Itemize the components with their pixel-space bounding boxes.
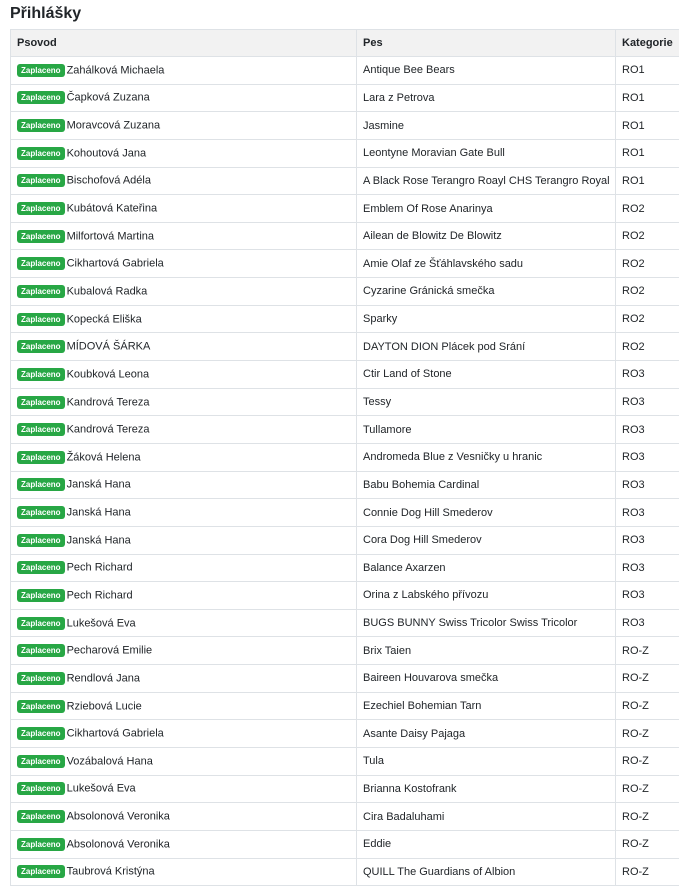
owner-name: Kubátová Kateřina [66,202,158,215]
category-cell: RO-Z [616,637,679,665]
owner-name: Kandrová Tereza [66,423,150,436]
dog-cell: QUILL The Guardians of Albion [357,858,616,886]
category-cell: RO2 [616,195,679,223]
dog-cell: Babu Bohemia Cardinal [357,471,616,499]
owner-name: Kohoutová Jana [66,147,147,160]
dog-cell: Amie Olaf ze Šťáhlavského sadu [357,250,616,278]
category-cell: RO-Z [616,720,679,748]
table-row [11,195,679,223]
owner-cell [11,830,357,858]
owner-name: Absolonová Veronika [66,838,170,851]
owner-name: Cikhartová Gabriela [66,257,164,270]
owner-cell [11,637,357,665]
status-badge: Zaplaceno [17,838,65,851]
owner-name: Pech Richard [66,561,133,574]
status-badge: Zaplaceno [17,64,65,77]
status-badge: Zaplaceno [17,782,65,795]
owner-cell [11,112,357,140]
table-row [11,609,679,637]
status-badge: Zaplaceno [17,534,65,547]
table-row [11,250,679,278]
category-cell: RO1 [616,57,679,85]
table-row [11,443,679,471]
dog-cell: Asante Daisy Pajaga [357,720,616,748]
owner-name: Lukešová Eva [66,782,136,795]
dog-cell: Connie Dog Hill Smederov [357,499,616,527]
dog-cell: Ctir Land of Stone [357,361,616,389]
category-cell: RO3 [616,388,679,416]
table-row [11,416,679,444]
owner-name: Janská Hana [66,534,131,547]
dog-cell: Cora Dog Hill Smederov [357,526,616,554]
owner-name: Kandrová Tereza [66,396,150,408]
category-cell: RO-Z [616,692,679,720]
status-badge: Zaplaceno [17,506,65,519]
dog-cell: Tessy [357,388,616,416]
dog-cell: Balance Axarzen [357,554,616,582]
table-row [11,278,679,306]
category-cell: RO2 [616,305,679,333]
column-header-dog[interactable]: Pes [357,30,616,57]
owner-name: Rendlová Jana [66,672,140,685]
status-badge: Zaplaceno [17,617,65,630]
category-cell: RO1 [616,112,679,140]
status-badge: Zaplaceno [17,119,65,132]
table-row [11,471,679,499]
owner-cell [11,250,357,278]
owner-name: Lukešová Eva [66,617,136,630]
owner-cell [11,278,357,306]
table-row [11,692,679,720]
category-cell: RO3 [616,526,679,554]
category-cell: RO3 [616,416,679,444]
status-badge: Zaplaceno [17,644,65,657]
category-cell: RO-Z [616,665,679,693]
status-badge: Zaplaceno [17,865,65,878]
owner-cell [11,665,357,693]
page-title: Přihlášky [10,5,82,22]
status-badge: Zaplaceno [17,755,65,768]
registrations-table [10,29,679,886]
category-cell: RO3 [616,361,679,389]
owner-name: MÍDOVÁ ŠÁRKA [66,340,151,353]
owner-name: Cikhartová Gabriela [66,727,164,740]
status-badge: Zaplaceno [17,561,65,574]
owner-name: Milfortová Martina [66,230,154,243]
dog-cell: Baireen Houvarova smečka [357,665,616,693]
column-header-owner[interactable]: Psovod [11,30,357,57]
category-cell: RO2 [616,222,679,250]
status-badge: Zaplaceno [17,672,65,685]
owner-cell [11,582,357,610]
dog-cell: Sparky [357,305,616,333]
status-badge: Zaplaceno [17,285,65,298]
category-cell: RO3 [616,499,679,527]
owner-name: Vozábalová Hana [66,755,153,768]
status-badge: Zaplaceno [17,368,65,381]
status-badge: Zaplaceno [17,340,65,353]
status-badge: Zaplaceno [17,396,65,409]
owner-cell [11,333,357,361]
dog-cell: Jasmine [357,112,616,140]
owner-cell [11,84,357,112]
category-cell: RO-Z [616,775,679,803]
dog-cell: BUGS BUNNY Swiss Tricolor Swiss Tricolor [357,609,616,637]
dog-cell: Andromeda Blue z Vesničky u hranic [357,443,616,471]
owner-name: Janská Hana [66,506,131,519]
column-header-category[interactable]: Kategorie [616,30,679,57]
owner-cell [11,361,357,389]
owner-cell [11,305,357,333]
table-row [11,665,679,693]
category-cell: RO1 [616,167,679,195]
owner-name: Kubalová Radka [66,285,148,298]
table-row [11,139,679,167]
owner-cell [11,720,357,748]
dog-cell: Brix Taien [357,637,616,665]
owner-name: Taubrová Kristýna [66,865,155,878]
table-row [11,305,679,333]
status-badge: Zaplaceno [17,451,65,464]
owner-name: Moravcová Zuzana [66,119,161,132]
status-badge: Zaplaceno [17,202,65,215]
category-cell: RO3 [616,471,679,499]
dog-cell: Cira Badaluhami [357,803,616,831]
owner-name: Zahálková Michaela [66,64,165,77]
table-row [11,112,679,140]
status-badge: Zaplaceno [17,423,65,436]
status-badge: Zaplaceno [17,313,65,326]
owner-cell [11,167,357,195]
owner-cell [11,139,357,167]
owner-cell [11,775,357,803]
owner-cell [11,57,357,85]
table-row [11,720,679,748]
owner-cell [11,803,357,831]
table-row [11,222,679,250]
status-badge: Zaplaceno [17,700,65,713]
owner-cell [11,748,357,776]
dog-cell: Eddie [357,830,616,858]
status-badge: Zaplaceno [17,91,65,104]
dog-cell: Brianna Kostofrank [357,775,616,803]
table-row [11,858,679,886]
status-badge: Zaplaceno [17,257,65,270]
table-row [11,84,679,112]
category-cell: RO-Z [616,748,679,776]
status-badge: Zaplaceno [17,727,65,740]
table-row [11,526,679,554]
category-cell: RO2 [616,278,679,306]
category-cell: RO3 [616,582,679,610]
owner-cell [11,443,357,471]
dog-cell: Leontyne Moravian Gate Bull [357,139,616,167]
owner-name: Pecharová Emilie [66,644,153,657]
status-badge: Zaplaceno [17,147,65,160]
category-cell: RO3 [616,443,679,471]
status-badge: Zaplaceno [17,174,65,187]
category-cell: RO2 [616,333,679,361]
owner-cell [11,195,357,223]
owner-name: Janská Hana [66,478,131,491]
owner-cell [11,858,357,886]
status-badge: Zaplaceno [17,810,65,823]
owner-name: Rziebová Lucie [66,700,142,713]
owner-cell [11,222,357,250]
owner-cell [11,609,357,637]
category-cell: RO1 [616,84,679,112]
owner-cell [11,388,357,416]
table-row [11,57,679,85]
category-cell: RO3 [616,609,679,637]
owner-name: Koubková Leona [66,368,150,381]
dog-cell: Emblem Of Rose Anarinya [357,195,616,223]
table-row [11,830,679,858]
table-row [11,803,679,831]
owner-name: Kopecká Eliška [66,313,142,326]
category-cell: RO-Z [616,830,679,858]
owner-cell [11,692,357,720]
dog-cell: Ezechiel Bohemian Tarn [357,692,616,720]
owner-cell [11,471,357,499]
category-cell: RO-Z [616,858,679,886]
dog-cell: Antique Bee Bears [357,57,616,85]
owner-name: Čapková Zuzana [66,91,150,104]
owner-cell [11,499,357,527]
table-row [11,582,679,610]
owner-cell [11,526,357,554]
dog-cell: Tula [357,748,616,776]
dog-cell: Cyzarine Gránická smečka [357,278,616,306]
table-row [11,554,679,582]
table-header-row [11,30,679,57]
table-row [11,775,679,803]
status-badge: Zaplaceno [17,478,65,491]
table-row [11,748,679,776]
table-row [11,499,679,527]
table-row [11,637,679,665]
owner-name: Bischofová Adéla [66,174,151,187]
dog-cell: Tullamore [357,416,616,444]
category-cell: RO1 [616,139,679,167]
owner-cell [11,416,357,444]
owner-cell [11,554,357,582]
table-row [11,333,679,361]
status-badge: Zaplaceno [17,230,65,243]
owner-name: Absolonová Veronika [66,810,170,823]
dog-cell: Orina z Labského přívozu [357,582,616,610]
table-body [11,57,679,886]
owner-name: Pech Richard [66,589,133,602]
category-cell: RO2 [616,250,679,278]
dog-cell: Ailean de Blowitz De Blowitz [357,222,616,250]
owner-name: Žáková Helena [66,451,141,464]
table-row [11,388,679,416]
dog-cell: Lara z Petrova [357,84,616,112]
table-row [11,167,679,195]
dog-cell: DAYTON DION Plácek pod Srání [357,333,616,361]
table-row [11,361,679,389]
category-cell: RO3 [616,554,679,582]
category-cell: RO-Z [616,803,679,831]
status-badge: Zaplaceno [17,589,65,602]
dog-cell: A Black Rose Terangro Roayl CHS Terangro Royal [357,167,616,195]
